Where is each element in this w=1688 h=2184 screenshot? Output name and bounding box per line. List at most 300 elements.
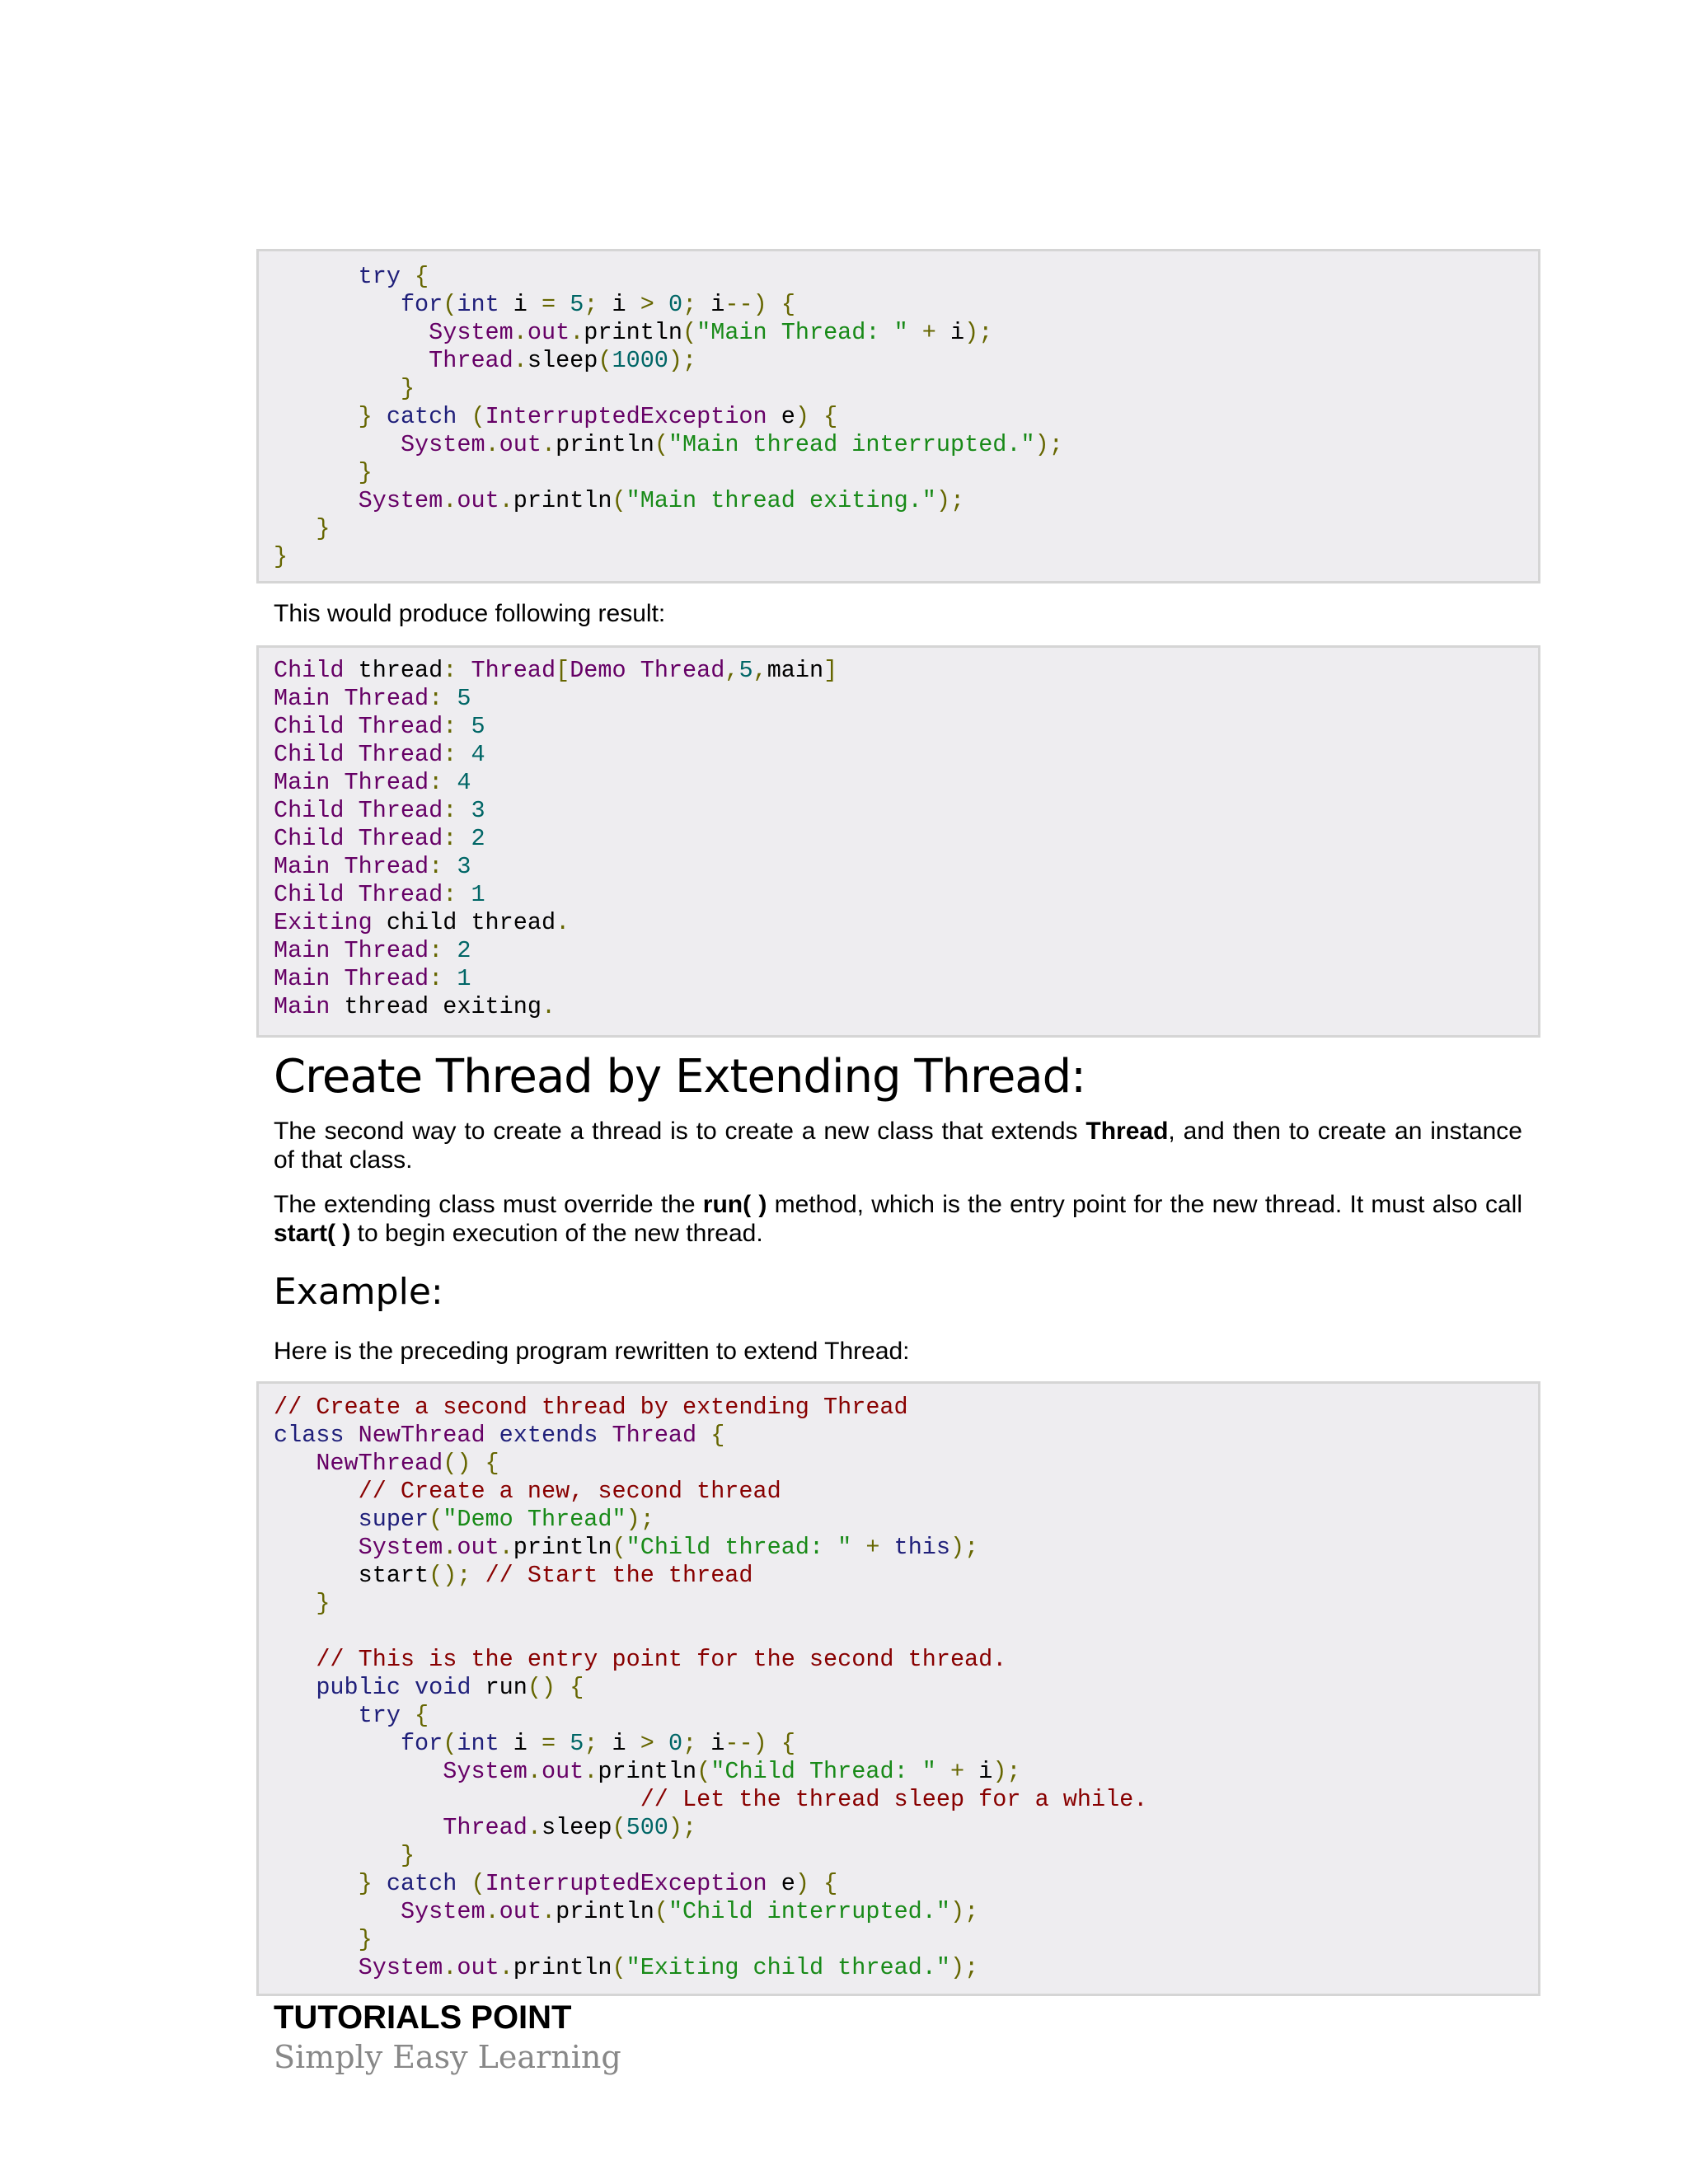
code-line — [274, 487, 1538, 515]
code-token: e — [767, 1870, 795, 1897]
code-token: Child — [274, 825, 345, 852]
code-token: () { — [527, 1674, 584, 1701]
code-token: . — [513, 347, 528, 374]
code-token: Thread — [344, 685, 429, 712]
code-token: . — [485, 431, 499, 458]
code-line — [274, 657, 1538, 685]
code-token: Child — [274, 741, 345, 768]
result-intro: This would produce following result: — [274, 600, 666, 627]
code-token: 500 — [626, 1814, 668, 1841]
code-token: > — [640, 1730, 654, 1757]
code-token — [274, 1954, 359, 1981]
code-token: } — [358, 1870, 373, 1897]
code-token — [274, 487, 359, 514]
code-token: System — [400, 431, 485, 458]
code-token — [654, 1730, 668, 1757]
code-token: Main — [274, 685, 331, 712]
code-token — [274, 1506, 359, 1533]
code-token: NewThread — [316, 1450, 443, 1477]
code-token: "Child Thread: " — [710, 1758, 936, 1785]
code-token: ( — [457, 403, 485, 430]
code-token: ( — [612, 1954, 626, 1981]
code-token: 4 — [457, 769, 471, 796]
code-token: System — [429, 319, 513, 346]
code-token: . — [584, 1758, 598, 1785]
code-token: -- — [724, 291, 753, 318]
code-token: out — [457, 1534, 499, 1561]
code-token: thread exiting — [330, 993, 542, 1020]
code-token: sleep — [541, 1814, 612, 1841]
code-token: ( — [429, 1506, 443, 1533]
para2-bold-start: start( ) — [274, 1220, 351, 1247]
code-token: : — [429, 937, 457, 964]
code-token — [654, 291, 668, 318]
code-token: extends — [499, 1422, 598, 1449]
code-token: ; — [584, 291, 598, 318]
code-token: , — [753, 657, 767, 684]
code-line — [274, 1730, 1538, 1758]
code-token — [330, 853, 344, 880]
section-heading: Create Thread by Extending Thread: — [274, 1050, 1086, 1104]
code-token: out — [457, 487, 499, 514]
code-line — [274, 1758, 1538, 1786]
code-line — [274, 1702, 1538, 1730]
code-token: Exiting — [274, 909, 373, 936]
code-token: 1 — [471, 881, 485, 908]
code-token: public — [316, 1674, 401, 1701]
code-token: } — [274, 543, 288, 570]
code-token: : — [443, 881, 471, 908]
code-line — [274, 1786, 1538, 1814]
code-token: "Main thread interrupted." — [668, 431, 1035, 458]
code-token: ; — [682, 291, 697, 318]
code-token: NewThread — [358, 1422, 485, 1449]
code-token: System — [358, 1534, 443, 1561]
code-line — [274, 347, 1538, 375]
code-token: . — [541, 431, 556, 458]
code-token — [330, 937, 344, 964]
code-token — [274, 459, 359, 486]
code-line — [274, 685, 1538, 713]
code-token: i — [499, 291, 542, 318]
code-token: : — [443, 657, 471, 684]
code-token — [274, 431, 401, 458]
code-token: } — [358, 459, 373, 486]
code-line — [274, 1842, 1538, 1870]
code-token: ( — [654, 1898, 668, 1925]
code-token: println — [556, 431, 654, 458]
code-token: Main — [274, 993, 331, 1020]
code-token: for — [400, 1730, 443, 1757]
code-line — [274, 881, 1538, 909]
code-token: ); — [992, 1758, 1021, 1785]
code-token: ); — [935, 487, 965, 514]
paragraph-override-run — [274, 1190, 1522, 1248]
code-token: . — [541, 993, 556, 1020]
code-line — [274, 1814, 1538, 1842]
code-token: catch — [386, 403, 457, 430]
code-token: } — [358, 1926, 373, 1953]
code-token: System — [443, 1758, 528, 1785]
code-token: Main — [274, 853, 331, 880]
code-token: InterruptedException — [485, 403, 767, 430]
code-token: 0 — [668, 291, 683, 318]
code-token: Main — [274, 965, 331, 992]
code-token: println — [513, 1954, 612, 1981]
code-block-output — [256, 645, 1540, 1038]
code-token — [274, 1870, 359, 1897]
code-token — [274, 291, 401, 318]
code-token: ); — [964, 319, 993, 346]
code-token: 0 — [668, 1730, 683, 1757]
code-token: Main — [274, 937, 331, 964]
code-line — [274, 1870, 1538, 1898]
code-token — [274, 1926, 359, 1953]
code-token: } — [358, 403, 373, 430]
code-token: "Exiting child thread." — [626, 1954, 950, 1981]
code-token: catch — [386, 1870, 457, 1897]
code-token: } — [400, 375, 415, 402]
para2-text-3: to begin execution of the new thread. — [350, 1220, 763, 1247]
code-token: println — [513, 487, 612, 514]
code-token — [373, 1870, 387, 1897]
code-line — [274, 291, 1538, 319]
code-token: ( — [654, 431, 668, 458]
para1-text-after: , and then to create an instance of that class. — [274, 1118, 1522, 1174]
code-line — [274, 1478, 1538, 1506]
code-token: . — [499, 1954, 513, 1981]
code-token: Thread — [358, 881, 443, 908]
code-token: . — [527, 1814, 542, 1841]
code-token: Thread — [358, 797, 443, 824]
code-token: // Let the thread sleep for a while. — [640, 1786, 1148, 1813]
code-token: this — [893, 1534, 951, 1561]
code-token: { — [400, 263, 429, 290]
code-line — [274, 1422, 1538, 1450]
code-token: sleep — [527, 347, 598, 374]
code-token: ); — [668, 1814, 697, 1841]
code-token: Thread — [612, 1422, 697, 1449]
code-token: int — [457, 291, 499, 318]
code-token — [330, 685, 344, 712]
code-token: ); — [950, 1534, 979, 1561]
code-token — [274, 1478, 359, 1505]
code-token: InterruptedException — [485, 1870, 767, 1897]
code-token: , — [724, 657, 739, 684]
code-line — [274, 319, 1538, 347]
code-token: "Demo Thread" — [443, 1506, 626, 1533]
code-token — [401, 1674, 415, 1701]
code-token: : — [443, 797, 471, 824]
code-token: out — [499, 431, 542, 458]
code-token: { — [696, 1422, 725, 1449]
code-token: thread — [344, 657, 443, 684]
code-token: ) { — [795, 1870, 838, 1897]
code-line — [274, 713, 1538, 741]
code-token: ); — [626, 1506, 654, 1533]
code-token: Thread — [358, 741, 443, 768]
code-token: System — [358, 1954, 443, 1981]
code-token: println — [556, 1898, 654, 1925]
code-line — [274, 1590, 1538, 1618]
code-token: = — [541, 291, 556, 318]
code-token: . — [556, 909, 570, 936]
code-token: Demo — [570, 657, 626, 684]
code-token: . — [570, 319, 584, 346]
code-token: () { — [443, 1450, 499, 1477]
code-token: Thread — [640, 657, 725, 684]
code-token — [274, 403, 359, 430]
code-line — [274, 515, 1538, 543]
code-token: = — [541, 1730, 556, 1757]
code-token — [485, 1422, 499, 1449]
code-token: ); — [950, 1954, 979, 1981]
code-token: Thread — [443, 1814, 528, 1841]
code-token: ( — [612, 1534, 626, 1561]
code-token: ( — [612, 487, 626, 514]
code-token: Thread — [471, 657, 556, 684]
code-line — [274, 1394, 1538, 1422]
code-token: out — [527, 319, 570, 346]
code-token: . — [443, 1534, 457, 1561]
code-token: ); — [950, 1898, 979, 1925]
code-token — [274, 375, 401, 402]
code-token: // Create a new, second thread — [358, 1478, 781, 1505]
code-line — [274, 825, 1538, 853]
code-line — [274, 1562, 1538, 1590]
code-token: : — [443, 825, 471, 852]
code-line — [274, 797, 1538, 825]
code-token: Thread — [344, 853, 429, 880]
code-token — [345, 1422, 359, 1449]
code-token — [274, 1674, 316, 1701]
code-token: ; — [682, 1730, 697, 1757]
code-line — [274, 1618, 1538, 1646]
code-line — [274, 1506, 1538, 1534]
code-line — [274, 741, 1538, 769]
code-line — [274, 993, 1538, 1021]
code-token — [598, 1422, 612, 1449]
code-token: ( — [457, 1870, 485, 1897]
code-token: Thread — [358, 825, 443, 852]
code-line — [274, 1674, 1538, 1702]
code-token: ( — [598, 347, 612, 374]
code-token: ; — [584, 1730, 598, 1757]
code-token — [274, 1702, 359, 1729]
code-token: : — [429, 965, 457, 992]
code-token: 5 — [457, 685, 471, 712]
code-token: println — [584, 319, 683, 346]
paragraph-extends-thread — [274, 1117, 1522, 1174]
code-token: { — [400, 1702, 429, 1729]
code-token: ( — [696, 1758, 711, 1785]
code-line — [274, 1646, 1538, 1674]
code-line — [274, 403, 1538, 431]
code-block-newthread — [256, 1381, 1540, 1996]
code-token: } — [316, 515, 331, 542]
code-token: . — [485, 1898, 499, 1925]
para2-text-2: method, which is the entry point for the new thread. It must also call — [767, 1191, 1522, 1218]
code-token: // Create a second thread by extending Thread — [274, 1394, 908, 1421]
code-token: Main — [274, 769, 331, 796]
code-token — [274, 319, 429, 346]
code-token: (); — [429, 1562, 471, 1589]
code-token: Thread — [429, 347, 513, 374]
code-line — [274, 263, 1538, 291]
code-token: // Start the thread — [485, 1562, 753, 1589]
code-line — [274, 1450, 1538, 1478]
code-token: Child — [274, 797, 345, 824]
code-token: Thread — [358, 713, 443, 740]
code-line — [274, 1954, 1538, 1982]
code-token — [274, 1842, 401, 1869]
code-token: > — [640, 291, 654, 318]
footer-tagline: Simply Easy Learning — [274, 2039, 621, 2075]
code-token: run — [471, 1674, 528, 1701]
code-token — [330, 769, 344, 796]
code-token: ); — [1034, 431, 1063, 458]
para2-text-1: The extending class must override the — [274, 1191, 703, 1218]
code-token — [274, 1646, 316, 1673]
code-token: ( — [443, 1730, 457, 1757]
code-token: : — [443, 741, 471, 768]
code-token: i — [598, 1730, 640, 1757]
code-token: out — [541, 1758, 584, 1785]
code-token — [626, 657, 640, 684]
code-token — [556, 291, 570, 318]
code-token: . — [499, 1534, 513, 1561]
code-token — [274, 1590, 316, 1617]
code-line — [274, 375, 1538, 403]
code-token: System — [400, 1898, 485, 1925]
code-token — [274, 1786, 640, 1813]
code-token: "Main thread exiting." — [626, 487, 936, 514]
code-token: 2 — [471, 825, 485, 852]
code-token: 3 — [457, 853, 471, 880]
code-token: int — [457, 1730, 499, 1757]
code-token — [345, 741, 359, 768]
code-token: "Child thread: " — [626, 1534, 852, 1561]
code-token: // This is the entry point for the second thread. — [316, 1646, 1007, 1673]
code-token: start — [358, 1562, 429, 1589]
para2-bold-run: run( ) — [702, 1191, 767, 1218]
code-token: + — [851, 1534, 894, 1561]
code-token: . — [527, 1758, 542, 1785]
code-token: Child — [274, 657, 345, 684]
code-line — [274, 431, 1538, 459]
code-token — [345, 713, 359, 740]
code-token: out — [499, 1898, 542, 1925]
code-token: i — [696, 291, 725, 318]
code-token — [274, 1450, 316, 1477]
code-token: System — [358, 487, 443, 514]
code-token: println — [513, 1534, 612, 1561]
code-token: ) { — [795, 403, 838, 430]
code-token: ); — [668, 347, 697, 374]
code-token: 5 — [738, 657, 753, 684]
code-token: 1000 — [612, 347, 668, 374]
code-token: ) { — [753, 1730, 795, 1757]
code-token: "Main Thread: " — [696, 319, 908, 346]
code-token: i — [978, 1758, 993, 1785]
code-token — [556, 1730, 570, 1757]
code-token: : — [429, 685, 457, 712]
code-token — [274, 263, 359, 290]
code-token — [274, 1534, 359, 1561]
para1-bold-thread: Thread — [1085, 1118, 1169, 1145]
code-token — [274, 515, 316, 542]
code-token: } — [316, 1590, 331, 1617]
para1-text-before: The second way to create a thread is to create a new class that extends — [274, 1118, 1086, 1145]
code-token: . — [443, 487, 457, 514]
code-token — [274, 347, 429, 374]
code-token: Thread — [344, 965, 429, 992]
code-token — [274, 1758, 443, 1785]
code-token: Child — [274, 713, 345, 740]
code-token: Thread — [344, 937, 429, 964]
code-token — [274, 1730, 401, 1757]
code-line — [274, 1534, 1538, 1562]
code-token: ] — [823, 657, 838, 684]
code-token: i — [696, 1730, 725, 1757]
code-token: for — [400, 291, 443, 318]
code-line — [274, 937, 1538, 965]
example-intro: Here is the preceding program rewritten to extend Thread: — [274, 1338, 910, 1365]
code-token: Child — [274, 881, 345, 908]
code-block-main-thread — [256, 249, 1540, 583]
code-token: 3 — [471, 797, 485, 824]
code-line — [274, 909, 1538, 937]
code-line — [274, 459, 1538, 487]
footer-brand: TUTORIALS POINT — [274, 1999, 572, 2036]
code-token: try — [358, 1702, 401, 1729]
code-token: Thread — [344, 769, 429, 796]
code-token: println — [598, 1758, 697, 1785]
code-token: -- — [724, 1730, 753, 1757]
code-token: 2 — [457, 937, 471, 964]
code-line — [274, 543, 1538, 571]
code-token — [274, 1562, 359, 1589]
code-token: ( — [682, 319, 697, 346]
code-token: : — [429, 769, 457, 796]
code-token: out — [457, 1954, 499, 1981]
code-token: "Child interrupted." — [668, 1898, 950, 1925]
code-token — [330, 965, 344, 992]
code-token: 5 — [570, 1730, 584, 1757]
code-token: class — [274, 1422, 345, 1449]
code-token — [345, 797, 359, 824]
code-token: ) { — [753, 291, 795, 318]
code-token: 5 — [471, 713, 485, 740]
code-token: e — [767, 403, 795, 430]
code-line — [274, 965, 1538, 993]
code-token: . — [541, 1898, 556, 1925]
code-token: ( — [443, 291, 457, 318]
code-token: } — [400, 1842, 415, 1869]
code-token: . — [513, 319, 528, 346]
code-token — [274, 1898, 401, 1925]
code-token: . — [499, 487, 513, 514]
code-token: : — [429, 853, 457, 880]
code-token: 5 — [570, 291, 584, 318]
code-token: super — [358, 1506, 429, 1533]
code-token — [345, 825, 359, 852]
code-token: ( — [612, 1814, 626, 1841]
code-token — [471, 1562, 485, 1589]
code-token — [373, 403, 387, 430]
code-token: i — [598, 291, 640, 318]
code-token — [274, 1814, 443, 1841]
